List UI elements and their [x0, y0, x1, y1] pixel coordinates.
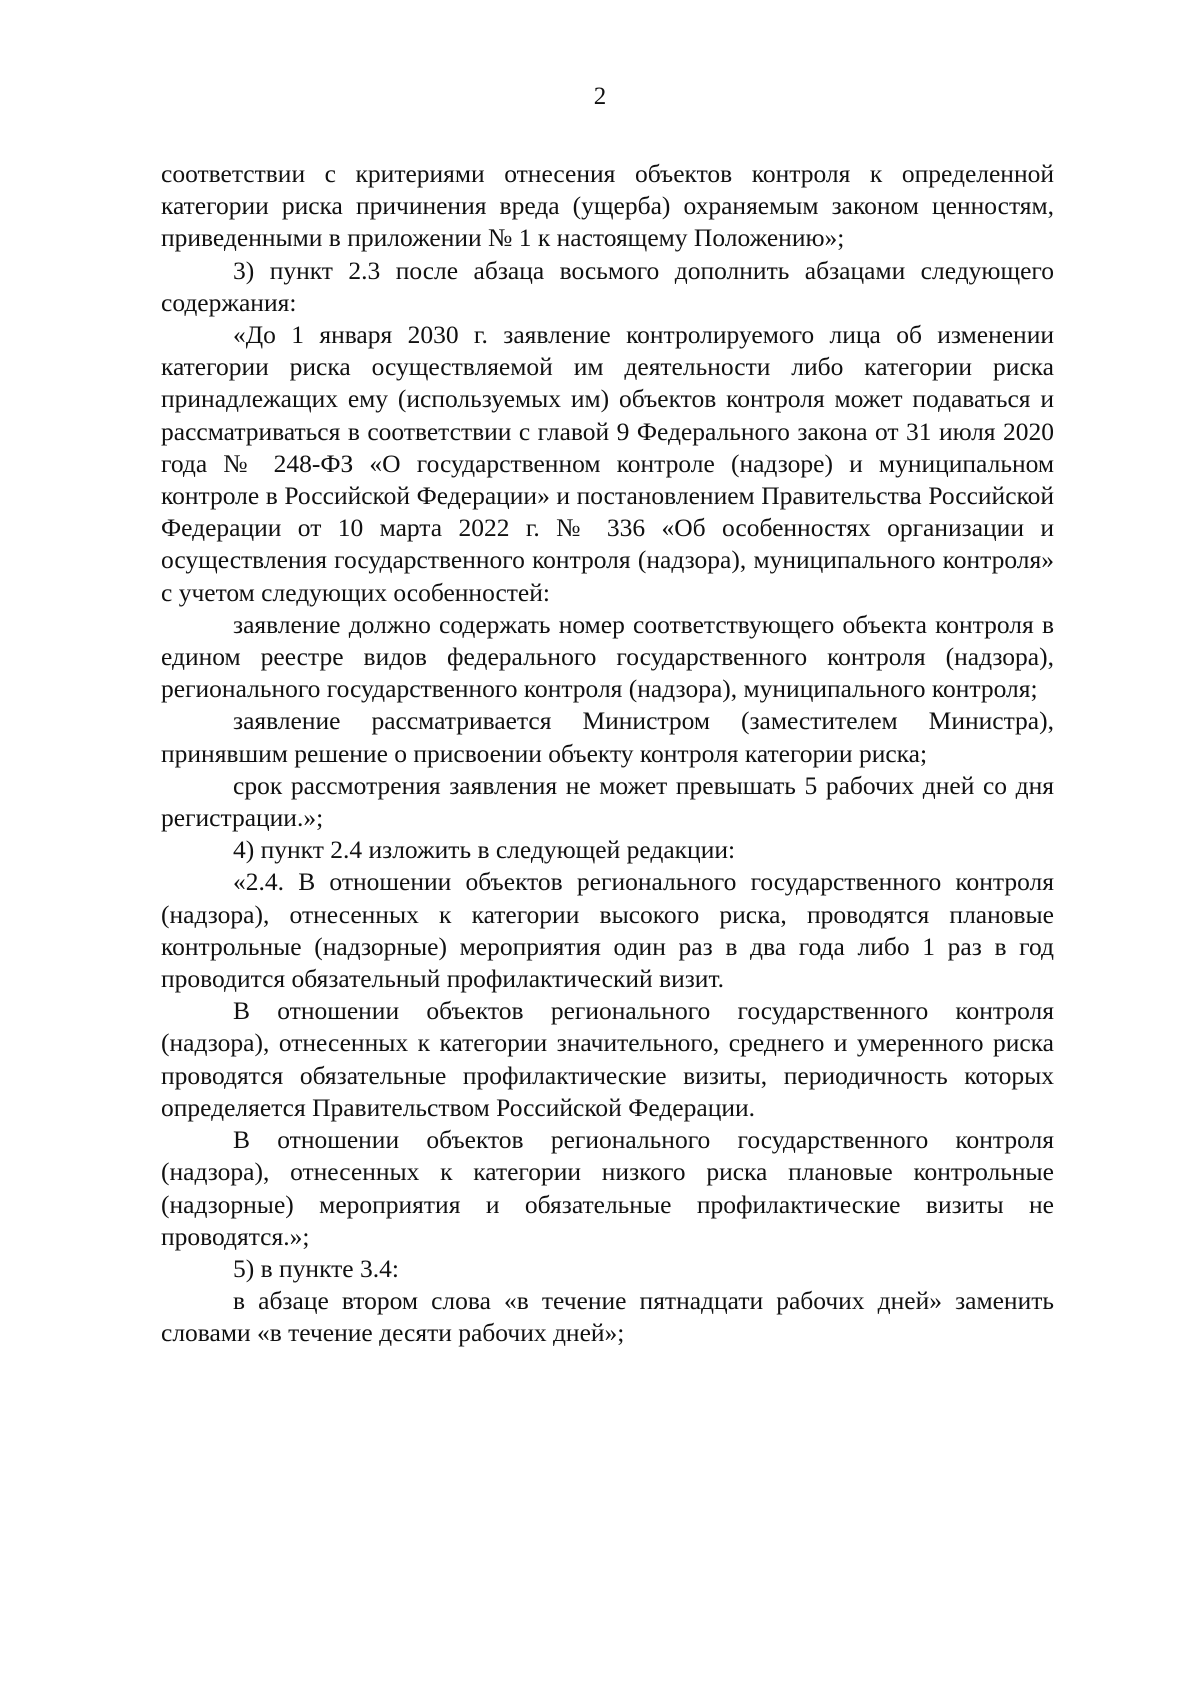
paragraph-application-content: заявление должно содержать номер соответствующего объекта контроля в едином реестре видов федерального государственного контроля (надзора), регионального государственного контроля (надзора), муниципального контроля; — [161, 609, 1054, 704]
document-body — [161, 158, 1054, 1350]
paragraph-item-4: 4) пункт 2.4 изложить в следующей редакции: — [233, 835, 736, 865]
paragraph-2-4-medium-risk: В отношении объектов регионального государственного контроля (надзора), отнесенных к категории значительного, среднего и умеренного риска проводятся обязательные профилактические визиты, периодичность которых определяется Правительством Российской Федерации. — [161, 996, 1054, 1122]
paragraph-item-5-change: в абзаце втором слова «в течение пятнадцати рабочих дней» заменить словами «в течение десяти рабочих дней»; — [161, 1286, 1054, 1348]
paragraph-review-term: срок рассмотрения заявления не может превышать 5 рабочих дней со дня регистрации.»; — [161, 770, 1054, 833]
paragraph-2-4-high-risk: «2.4. В отношении объектов регионального государственного контроля (надзора), отнесенных к категории высокого риска, проводятся плановые контрольные (надзорные) мероприятия один раз в два года либо 1 раз в год проводится обязательный профилактический визит. — [161, 867, 1054, 994]
paragraph-quote-2030: «До 1 января 2030 г. заявление контролируемого лица об изменении категории риска осуществляемой им деятельности либо категории риска принадлежащих ему (используемых им) объектов контроля может подаваться и рассматриваться в соответствии с главой 9 Федерального закона от 31 июля 2020 года № 248-ФЗ «О государственном контроле (надзоре) и муниципальном контроле в Российской Федерации» и постановлением Правительства Российской Федерации от 10 марта 2022 г. № 336 «Об особенностях организации и осуществления государственного контроля (надзора), муниципального контроля» с учетом следующих особенностей: — [161, 320, 1054, 607]
paragraph-2-4-low-risk: В отношении объектов регионального государственного контроля (надзора), отнесенных к категории низкого риска плановые контрольные (надзорные) мероприятия и обязательные профилактические визиты не проводятся.»; — [161, 1125, 1054, 1251]
page-number: 2 — [593, 83, 607, 110]
paragraph-item-5: 5) в пункте 3.4: — [233, 1253, 399, 1283]
paragraph-application-review: заявление рассматривается Министром (заместителем Министра), принявшим решение о присвоении объекту контроля категории риска; — [161, 706, 1054, 768]
paragraph-item-3: 3) пункт 2.3 после абзаца восьмого дополнить абзацами следующего содержания: — [161, 255, 1054, 317]
paragraph-continuation: соответствии с критериями отнесения объектов контроля к определенной категории риска причинения вреда (ущерба) охраняемым законом ценностям, приведенными в приложении № 1 к настоящему Положению»; — [161, 159, 1054, 253]
